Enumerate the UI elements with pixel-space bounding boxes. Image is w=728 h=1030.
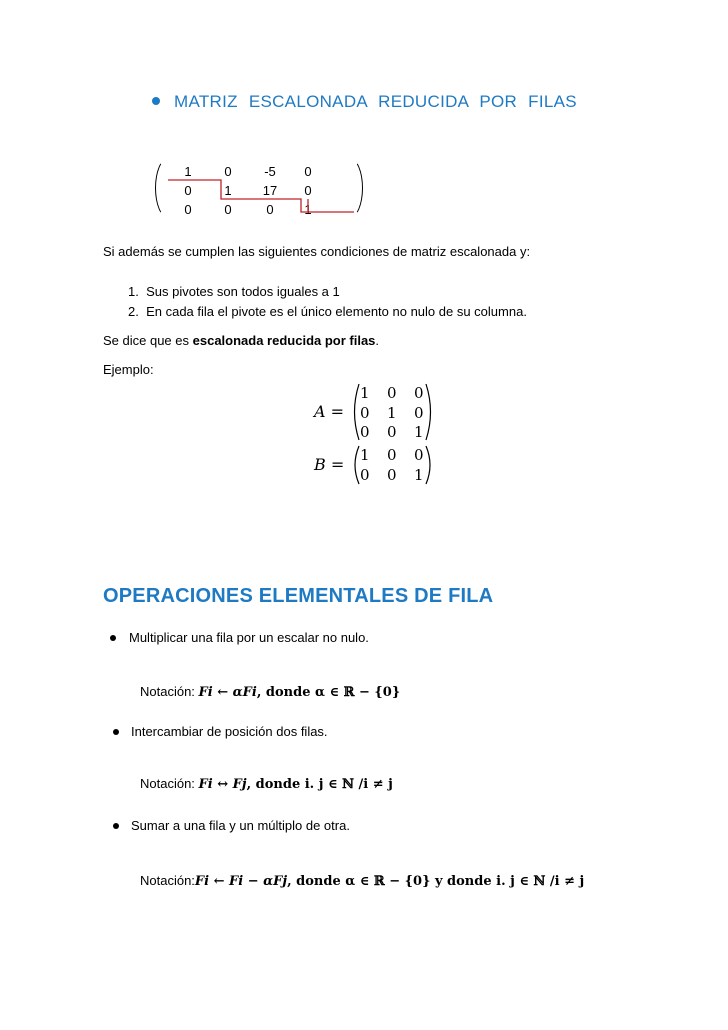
matrix-cell: 0 — [266, 202, 274, 217]
matrix-cell: 0 — [414, 403, 424, 422]
matrix-cell: 0 — [360, 403, 370, 422]
matrix-a-name: A = — [314, 402, 345, 421]
matrix-cell: 0 — [184, 202, 192, 217]
matrix-cell: 0 — [184, 183, 192, 198]
matrix-cell: 0 — [387, 423, 397, 441]
matrix-cell: 0 — [224, 164, 232, 179]
matrix-cell: 1 — [184, 164, 192, 179]
matrix-cell: 0 — [304, 164, 312, 179]
bullet-icon — [110, 635, 116, 641]
example-label: Ejemplo: — [103, 362, 154, 377]
matrix-a — [360, 384, 424, 443]
matrix-cell: 0 — [304, 183, 312, 198]
matrix-cell: 1 — [304, 202, 312, 217]
matrix-row — [360, 404, 424, 424]
matrix-cell: 0 — [360, 423, 370, 441]
matrix-row — [360, 384, 424, 404]
matrix-cell: 1 — [387, 403, 397, 422]
matrix-cell: 0 — [414, 384, 424, 402]
matrix-cell: 0 — [414, 446, 424, 464]
staircase-line — [0, 0, 728, 260]
list-item: 2. En cada fila el pivote es el único elemento no nulo de su columna. — [128, 304, 527, 319]
operation-text: Multiplicar una fila por un escalar no nulo. — [129, 630, 369, 645]
matrix-cell: 1 — [414, 466, 424, 484]
bullet-icon — [113, 729, 119, 735]
matrix-b-name: B = — [314, 455, 345, 474]
conclusion-text: Se dice que es escalonada reducida por filas. — [103, 333, 380, 348]
list-item: 1. Sus pivotes son todos iguales a 1 — [128, 284, 340, 299]
matrix-row — [360, 445, 424, 465]
bullet-icon — [113, 823, 119, 829]
matrix-cell: 0 — [387, 466, 397, 484]
matrix-cell: -5 — [264, 164, 276, 179]
operation-notation: Notación: Fi ← αFi, donde α ∈ ℝ − {0} — [140, 684, 401, 700]
operation-text: Intercambiar de posición dos filas. — [131, 724, 328, 739]
matrix-b — [360, 445, 424, 485]
operation-notation: Notación: Fi ↔ Fj, donde i. j ∈ ℕ /i ≠ j — [140, 776, 393, 792]
intro-text: Si además se cumplen las siguientes condiciones de matriz escalonada y: — [103, 244, 531, 259]
matrix-cell: 0 — [387, 446, 397, 464]
matrix-cell: 0 — [387, 384, 397, 402]
matrix-row — [360, 465, 424, 485]
operation-notation: Notación:Fi ← Fi − αFj, donde α ∈ ℝ − {0} y donde i. j ∈ ℕ /i ≠ j — [140, 873, 585, 889]
matrix-cell: 17 — [262, 183, 278, 198]
matrix-cell: 0 — [224, 202, 232, 217]
matrix-cell: 1 — [414, 423, 424, 441]
matrix-cell: 1 — [224, 183, 232, 198]
matrix-cell: 1 — [360, 446, 370, 464]
matrix-row — [360, 423, 424, 443]
section-title-matriz-escalonada: MATRIZ ESCALONADA REDUCIDA POR FILAS — [152, 92, 577, 112]
matrix-cell: 0 — [360, 466, 370, 484]
operation-text: Sumar a una fila y un múltiplo de otra. — [131, 818, 350, 833]
section-title-operaciones: OPERACIONES ELEMENTALES DE FILA — [103, 585, 494, 607]
matrix-cell: 1 — [360, 384, 370, 402]
